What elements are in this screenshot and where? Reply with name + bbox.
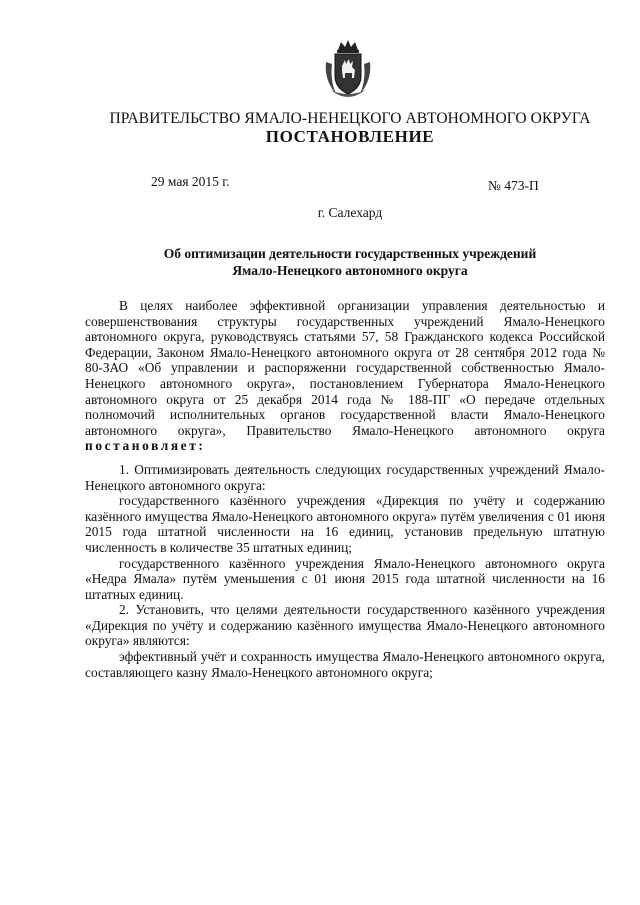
government-name: ПРАВИТЕЛЬСТВО ЯМАЛО-НЕНЕЦКОГО АВТОНОМНОГО ОКРУГА <box>109 110 591 127</box>
preamble-text: В целях наиболее эффективной организации управления деятельностью и совершенствования структуры государственных учреждений Ямало-Ненецкого автономного округа, руководствуясь статьями 57, 58 Гражданского кодекса Российской Федерации, Законом Ямало-Ненецкого автономного округа от 28 сентября 2012 года № 80-ЗАО «Об управлении и распоряженни государственной собственностью Ямало-Ненецкого автономного округа», постановлением Губернатора Ямало-Ненецкого автономного округа от 25 декабря 2014 года № 188-ПГ «О передаче отдельных полномочий исполнительных органов государственной власти Ямало-Ненецкого автономного округа», Правительство Ямало-Ненецкого автономного округа <box>85 298 605 438</box>
item-2-paragraph: 2. Установить, что целями деятельности государственного казённого учреждения «Дирекция по учёту и содержанию казённого имущества Ямало-Ненецкого автономного округа» являются: <box>85 602 605 649</box>
title-line-2: Ямало-Ненецкого автономного округа <box>232 263 468 278</box>
decree-word: постановляет: <box>85 438 206 454</box>
document-type: ПОСТАНОВЛЕНИЕ <box>265 127 435 146</box>
document-title <box>120 245 580 279</box>
coat-of-arms-emblem <box>322 40 374 102</box>
item-1b-paragraph: государственного казённого учреждения Ямало-Ненецкого автономного округа «Недра Ямала» путём уменьшения с 01 июня 2015 года штатной численности на 16 штатных единиц. <box>85 555 605 602</box>
title-line-1: Об оптимизации деятельности государственных учреждений <box>163 246 537 261</box>
item-1a-paragraph: государственного казённого учреждения «Дирекция по учёту и содержанию казённого имущества Ямало-Ненецкого автономного округа» путём увеличения с 01 июня 2015 года штатной численности на 16 единиц, установив предельную штатную численность в количестве 35 штатных единиц; <box>85 493 605 555</box>
document-date: 29 мая 2015 г. <box>151 174 230 189</box>
document-body <box>85 298 605 680</box>
item-2a-paragraph: эффективный учёт и сохранность имущества Ямало-Ненецкого автономного округа, составляющего казну Ямало-Ненецкого автономного округа; <box>85 649 605 680</box>
item-1-paragraph: 1. Оптимизировать деятельность следующих государственных учреждений Ямало-Ненецкого автономного округа: <box>85 461 605 493</box>
preamble-paragraph <box>85 298 605 454</box>
document-number: № 473-П <box>488 178 539 193</box>
document-city: г. Салехард <box>317 205 383 220</box>
